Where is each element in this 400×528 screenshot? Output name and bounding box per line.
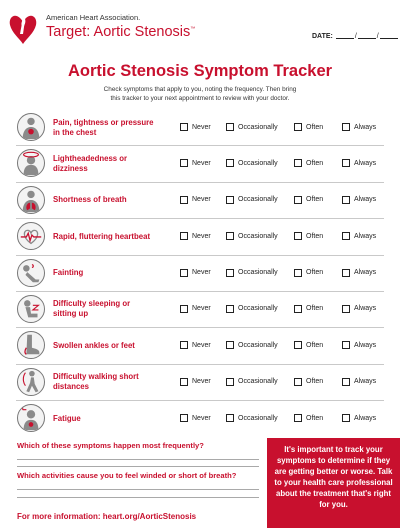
option-label: Always	[354, 232, 377, 240]
answer-line[interactable]	[17, 466, 259, 467]
symptom-label	[53, 401, 183, 436]
checkbox[interactable]	[226, 378, 234, 386]
symptom-label	[53, 146, 183, 181]
symptom-row	[16, 256, 384, 292]
walking-icon	[17, 368, 45, 396]
option-occasionally[interactable]	[226, 196, 278, 204]
checkbox[interactable]	[180, 341, 188, 349]
option-label: Always	[354, 196, 377, 204]
symptom-row	[16, 183, 384, 219]
symptom-label-line: sitting up	[53, 309, 89, 319]
option-label: Always	[354, 414, 377, 422]
option-label: Often	[306, 196, 324, 204]
option-often[interactable]	[294, 159, 323, 167]
option-always[interactable]	[342, 414, 376, 422]
option-label: Never	[192, 123, 211, 131]
heartbeat-icon	[17, 222, 45, 250]
date-day-blank[interactable]	[358, 31, 376, 39]
option-label: Occasionally	[238, 123, 278, 131]
callout-box: It's important to track your symptoms to determine if they are getting better or worse. Talk to your health care professional about the treatment that's right for you.	[267, 438, 400, 528]
checkbox[interactable]	[342, 232, 350, 240]
symptom-label-line: Swollen ankles or feet	[53, 340, 135, 350]
checkbox[interactable]	[226, 341, 234, 349]
symptom-row	[16, 219, 384, 255]
symptom-label	[53, 365, 183, 400]
program-name	[46, 24, 195, 40]
date-year-blank[interactable]	[380, 31, 398, 39]
symptom-label-line: Fatigue	[53, 413, 81, 423]
fainting-icon	[17, 259, 45, 287]
option-often[interactable]	[294, 378, 323, 386]
option-always[interactable]	[342, 196, 376, 204]
option-often[interactable]	[294, 269, 323, 277]
option-label: Occasionally	[238, 378, 278, 386]
symptom-table	[16, 110, 384, 437]
organization-name: American Heart Association.	[46, 13, 141, 22]
checkbox[interactable]	[180, 159, 188, 167]
symptom-label-line: Lightheadedness or	[53, 153, 128, 163]
instructions	[80, 85, 320, 103]
option-label: Often	[306, 341, 324, 349]
option-occasionally[interactable]	[226, 378, 278, 386]
option-occasionally[interactable]	[226, 159, 278, 167]
checkbox[interactable]	[180, 378, 188, 386]
option-label: Never	[192, 378, 211, 386]
symptom-label-line: Fainting	[53, 268, 84, 278]
checkbox[interactable]	[342, 123, 350, 131]
option-label: Always	[354, 378, 377, 386]
option-label: Never	[192, 305, 211, 313]
instructions-line: this tracker to your next appointment to review with your doctor.	[110, 95, 290, 102]
option-occasionally[interactable]	[226, 232, 278, 240]
option-label: Occasionally	[238, 414, 278, 422]
option-label: Occasionally	[238, 341, 278, 349]
option-label: Never	[192, 269, 211, 277]
sleeping-icon	[17, 295, 45, 323]
option-always[interactable]	[342, 159, 376, 167]
page-title: Aortic Stenosis Symptom Tracker	[67, 62, 333, 80]
fatigue-icon	[17, 404, 45, 432]
aha-heart-torch-logo	[8, 8, 38, 48]
lungs-icon	[17, 186, 45, 214]
checkbox[interactable]	[294, 123, 302, 131]
option-never[interactable]	[180, 269, 211, 277]
date-separator: /	[354, 33, 357, 40]
header	[0, 0, 400, 55]
option-often[interactable]	[294, 305, 323, 313]
checkbox[interactable]	[294, 196, 302, 204]
option-often[interactable]	[294, 232, 323, 240]
option-label: Always	[354, 341, 377, 349]
date-label: DATE:	[312, 33, 333, 40]
checkbox[interactable]	[226, 305, 234, 313]
option-label: Never	[192, 414, 211, 422]
option-always[interactable]	[342, 378, 376, 386]
date-separator: /	[376, 33, 379, 40]
option-label: Often	[306, 305, 324, 313]
option-label: Never	[192, 159, 211, 167]
option-never[interactable]	[180, 159, 211, 167]
option-always[interactable]	[342, 341, 376, 349]
dizziness-icon	[17, 149, 45, 177]
option-never[interactable]	[180, 341, 211, 349]
option-label: Often	[306, 414, 324, 422]
option-label: Often	[306, 232, 324, 240]
checkbox[interactable]	[294, 269, 302, 277]
option-never[interactable]	[180, 414, 211, 422]
checkbox[interactable]	[294, 378, 302, 386]
option-never[interactable]	[180, 123, 211, 131]
symptom-label-line: distances	[53, 382, 89, 392]
option-occasionally[interactable]	[226, 414, 278, 422]
checkbox[interactable]	[180, 305, 188, 313]
symptom-row	[16, 365, 384, 401]
option-label: Occasionally	[238, 305, 278, 313]
option-label: Occasionally	[238, 196, 278, 204]
checkbox[interactable]	[180, 269, 188, 277]
checkbox[interactable]	[294, 414, 302, 422]
question-most-frequent: Which of these symptoms happen most frequently?	[17, 441, 204, 450]
checkbox[interactable]	[342, 269, 350, 277]
option-label: Always	[354, 269, 377, 277]
checkbox[interactable]	[294, 305, 302, 313]
program-name-text: Target: Aortic Stenosis	[46, 24, 191, 40]
symptom-label	[53, 219, 183, 254]
checkbox[interactable]	[180, 123, 188, 131]
symptom-label	[53, 183, 183, 218]
symptom-label	[53, 328, 183, 363]
option-label: Always	[354, 159, 377, 167]
checkbox[interactable]	[180, 196, 188, 204]
option-label: Always	[354, 123, 377, 131]
option-label: Often	[306, 269, 324, 277]
option-occasionally[interactable]	[226, 269, 278, 277]
checkbox[interactable]	[226, 232, 234, 240]
symptom-label-line: in the chest	[53, 127, 97, 137]
option-label: Never	[192, 232, 211, 240]
option-label: Occasionally	[238, 232, 278, 240]
checkbox[interactable]	[226, 159, 234, 167]
option-occasionally[interactable]	[226, 305, 278, 313]
symptom-label-line: dizziness	[53, 163, 88, 173]
option-label: Never	[192, 196, 211, 204]
more-info-link[interactable]: For more information: heart.org/AorticStenosis	[17, 512, 197, 521]
date-month-blank[interactable]	[336, 31, 354, 39]
ankle-icon	[17, 331, 45, 359]
symptom-label-line: Pain, tightness or pressure	[53, 117, 154, 127]
option-often[interactable]	[294, 414, 323, 422]
trademark-mark: ™	[190, 26, 196, 33]
checkbox[interactable]	[226, 269, 234, 277]
instructions-line: Check symptoms that apply to you, noting the frequency. Then bring	[103, 86, 297, 93]
checkbox[interactable]	[180, 232, 188, 240]
option-label: Often	[306, 378, 324, 386]
symptom-label	[53, 110, 183, 145]
option-label: Occasionally	[238, 269, 278, 277]
option-always[interactable]	[342, 269, 376, 277]
option-never[interactable]	[180, 196, 211, 204]
checkbox[interactable]	[342, 196, 350, 204]
symptom-label	[53, 292, 183, 327]
option-never[interactable]	[180, 305, 211, 313]
symptom-label	[53, 256, 183, 291]
checkbox[interactable]	[342, 341, 350, 349]
checkbox[interactable]	[342, 414, 350, 422]
chest-pain-icon	[17, 113, 45, 141]
option-often[interactable]	[294, 341, 323, 349]
checkbox[interactable]	[342, 378, 350, 386]
symptom-row	[16, 292, 384, 328]
checkbox[interactable]	[294, 341, 302, 349]
date-field	[312, 31, 399, 40]
option-label: Always	[354, 305, 377, 313]
option-never[interactable]	[180, 378, 211, 386]
answer-line[interactable]	[17, 459, 259, 460]
symptom-row	[16, 146, 384, 182]
option-label: Never	[192, 341, 211, 349]
symptom-label-line: Difficulty sleeping or	[53, 299, 131, 309]
checkbox[interactable]	[226, 196, 234, 204]
option-often[interactable]	[294, 196, 323, 204]
option-occasionally[interactable]	[226, 341, 278, 349]
option-always[interactable]	[342, 232, 376, 240]
checkbox[interactable]	[342, 305, 350, 313]
option-label: Often	[306, 123, 324, 131]
option-label: Often	[306, 159, 324, 167]
symptom-row	[16, 401, 384, 436]
checkbox[interactable]	[342, 159, 350, 167]
option-always[interactable]	[342, 123, 376, 131]
checkbox[interactable]	[226, 123, 234, 131]
answer-line[interactable]	[17, 497, 259, 498]
option-always[interactable]	[342, 305, 376, 313]
symptom-label-line: Shortness of breath	[53, 195, 127, 205]
checkbox[interactable]	[294, 159, 302, 167]
checkbox[interactable]	[180, 414, 188, 422]
checkbox[interactable]	[226, 414, 234, 422]
option-never[interactable]	[180, 232, 211, 240]
question-winded-activities: Which activities cause you to feel winded or short of breath?	[17, 471, 237, 480]
answer-line[interactable]	[17, 489, 259, 490]
option-often[interactable]	[294, 123, 323, 131]
option-label: Occasionally	[238, 159, 278, 167]
checkbox[interactable]	[294, 232, 302, 240]
symptom-label-line: Difficulty walking short	[53, 372, 139, 382]
symptom-row	[16, 328, 384, 364]
symptom-label-line: Rapid, fluttering heartbeat	[53, 231, 151, 241]
option-occasionally[interactable]	[226, 123, 278, 131]
symptom-row	[16, 110, 384, 146]
